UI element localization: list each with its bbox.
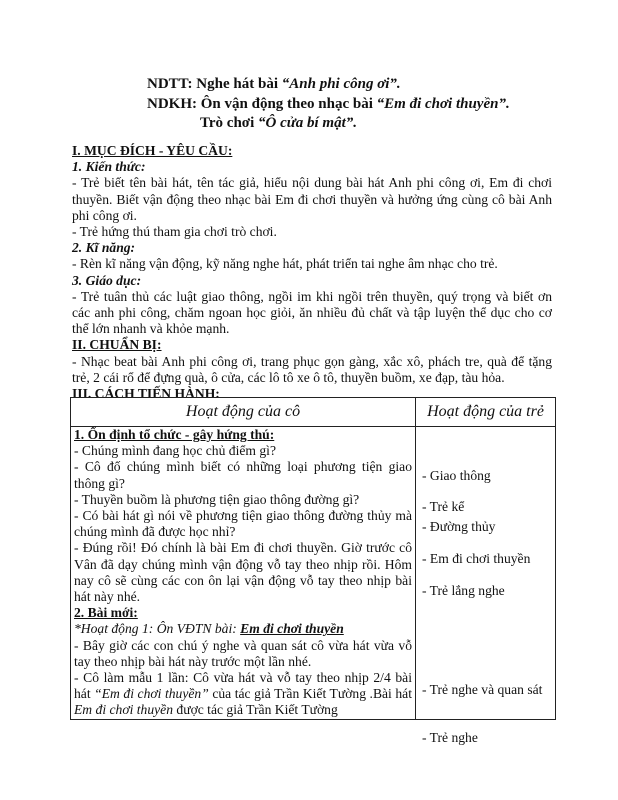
kid-response-3: - Đường thủy <box>422 519 496 534</box>
teacher-cell <box>71 427 416 720</box>
table-header-row <box>71 398 556 427</box>
ndkh-line <box>147 96 510 113</box>
t7b: “Em đi chơi thuyền” <box>94 686 209 702</box>
activity1-title: Em đi chơi thuyền <box>240 621 344 637</box>
col-kids-header: Hoạt động của trẻ <box>416 398 556 427</box>
section2-heading: II. CHUẨN BỊ: <box>72 337 162 353</box>
game-label: Trò chơi <box>200 115 259 131</box>
ndkh-label: NDKH: Ôn vận động theo nhạc bài <box>147 96 377 112</box>
sections-body <box>72 143 552 402</box>
part1-heading: 1. Ổn định tổ chức - gây hứng thú: <box>74 427 275 442</box>
edu-heading: 3. Giáo dục: <box>72 272 142 288</box>
kid-response-2: - Trẻ kể <box>422 499 465 514</box>
kid-response-7: - Trẻ nghe <box>422 730 478 745</box>
kid-response-5: - Trẻ lắng nghe <box>422 583 505 598</box>
kid-response-6: - Trẻ nghe và quan sát <box>422 682 543 697</box>
edu-p1: - Trẻ tuân thủ các luật giao thông, ngồi im khi ngồi trên thuyền, quý trọng và biết ơn các anh phi công, chăm ngoan học giỏi, ăn nhiều đủ chất và tập luyện thể dục cho cơ thể lớn nhanh và khỏe mạnh. <box>72 288 552 337</box>
section3-heading: III. CÁCH TIẾN HÀNH: <box>72 386 220 402</box>
section2-p1: - Nhạc beat bài Anh phi công ơi, trang phục gọn gàng, xắc xô, phách tre, quà để tặng trẻ, 2 cái rổ để đựng quà, ô cửa, các lô tô xe ô tô, thuyền buồm, xe đạp, tàu hỏa. <box>72 353 552 385</box>
ndtt-title: “Anh phi công ơi”. <box>281 76 401 92</box>
kid-response-4: - Em đi chơi thuyền <box>422 551 531 566</box>
kid-response-1: - Giao thông <box>422 468 491 483</box>
t7a: - Cô làm mẫu 1 lần: Cô vừa hát và vỗ tay theo nhịp 2/4 bài hát <box>74 670 412 702</box>
knowledge-heading: 1. Kiến thức: <box>72 159 146 175</box>
teacher-line-2: - Cô đố chúng mình biết có những loại phương tiện giao thông gì? <box>74 459 412 491</box>
activity-table <box>70 397 556 745</box>
table-row <box>71 427 556 720</box>
ndtt-line <box>147 76 401 93</box>
game-title: “Ô cửa bí mật”. <box>258 115 358 131</box>
part2-heading: 2. Bài mới: <box>74 605 138 621</box>
teacher-line-4: - Có bài hát gì nói về phương tiện giao thông đường thủy mà chúng mình đã được học nhỉ? <box>74 508 412 540</box>
knowledge-p1: - Trẻ biết tên bài hát, tên tác giả, hiểu nội dung bài hát Anh phi công ơi, Em đi chơi thuyền. Biết vận động theo nhạc bài Em đi chơi thuyền và hưởng ứng cùng cô bài Anh phi công ơi. <box>72 175 552 223</box>
skill-heading: 2. Kĩ năng: <box>72 240 136 256</box>
ndkh-title: “Em đi chơi thuyền”. <box>376 96 510 112</box>
knowledge-p2: - Trẻ hứng thú tham gia chơi trò chơi. <box>72 224 277 240</box>
skill-p1: - Rèn kĩ năng vận động, kỹ năng nghe hát, phát triển tai nghe âm nhạc cho trẻ. <box>72 256 498 272</box>
teacher-line-3: - Thuyền buồm là phương tiện giao thông đường gì? <box>74 491 360 507</box>
activity1-line <box>74 621 412 637</box>
teacher-line-5: - Đúng rồi! Đó chính là bài Em đi chơi thuyền. Giờ trước cô Vân đã dạy chúng mình vận động vỗ tay theo nhịp rồi. Hôm nay cô sẽ cùng các con ôn lại vận động vỗ tay theo nhịp bài hát này nhé. <box>74 540 412 605</box>
teacher-line-1: - Chúng mình đang học chủ điểm gì? <box>74 443 276 459</box>
t7c: của tác giả Trần Kiết Tường .Bài hát <box>208 686 412 702</box>
t7d: Em đi chơi thuyền <box>74 702 173 718</box>
activity1-label: *Hoạt động 1: Ôn VĐTN bài: <box>74 621 241 637</box>
teacher-line-7 <box>74 670 412 719</box>
col-teacher-header: Hoạt động của cô <box>71 398 416 427</box>
section1-heading: I. MỤC ĐÍCH - YÊU CẦU: <box>72 143 233 158</box>
teacher-line-6: - Bây giờ các con chú ý nghe và quan sát cô vừa hát vừa vỗ tay theo nhịp bài hát này trước một lần nhé. <box>74 637 412 669</box>
kids-cell <box>416 427 556 745</box>
game-line <box>200 115 357 132</box>
ndtt-label: NDTT: Nghe hát bài <box>147 76 282 92</box>
t7e: được tác giả Trần Kiết Tường <box>173 702 338 718</box>
